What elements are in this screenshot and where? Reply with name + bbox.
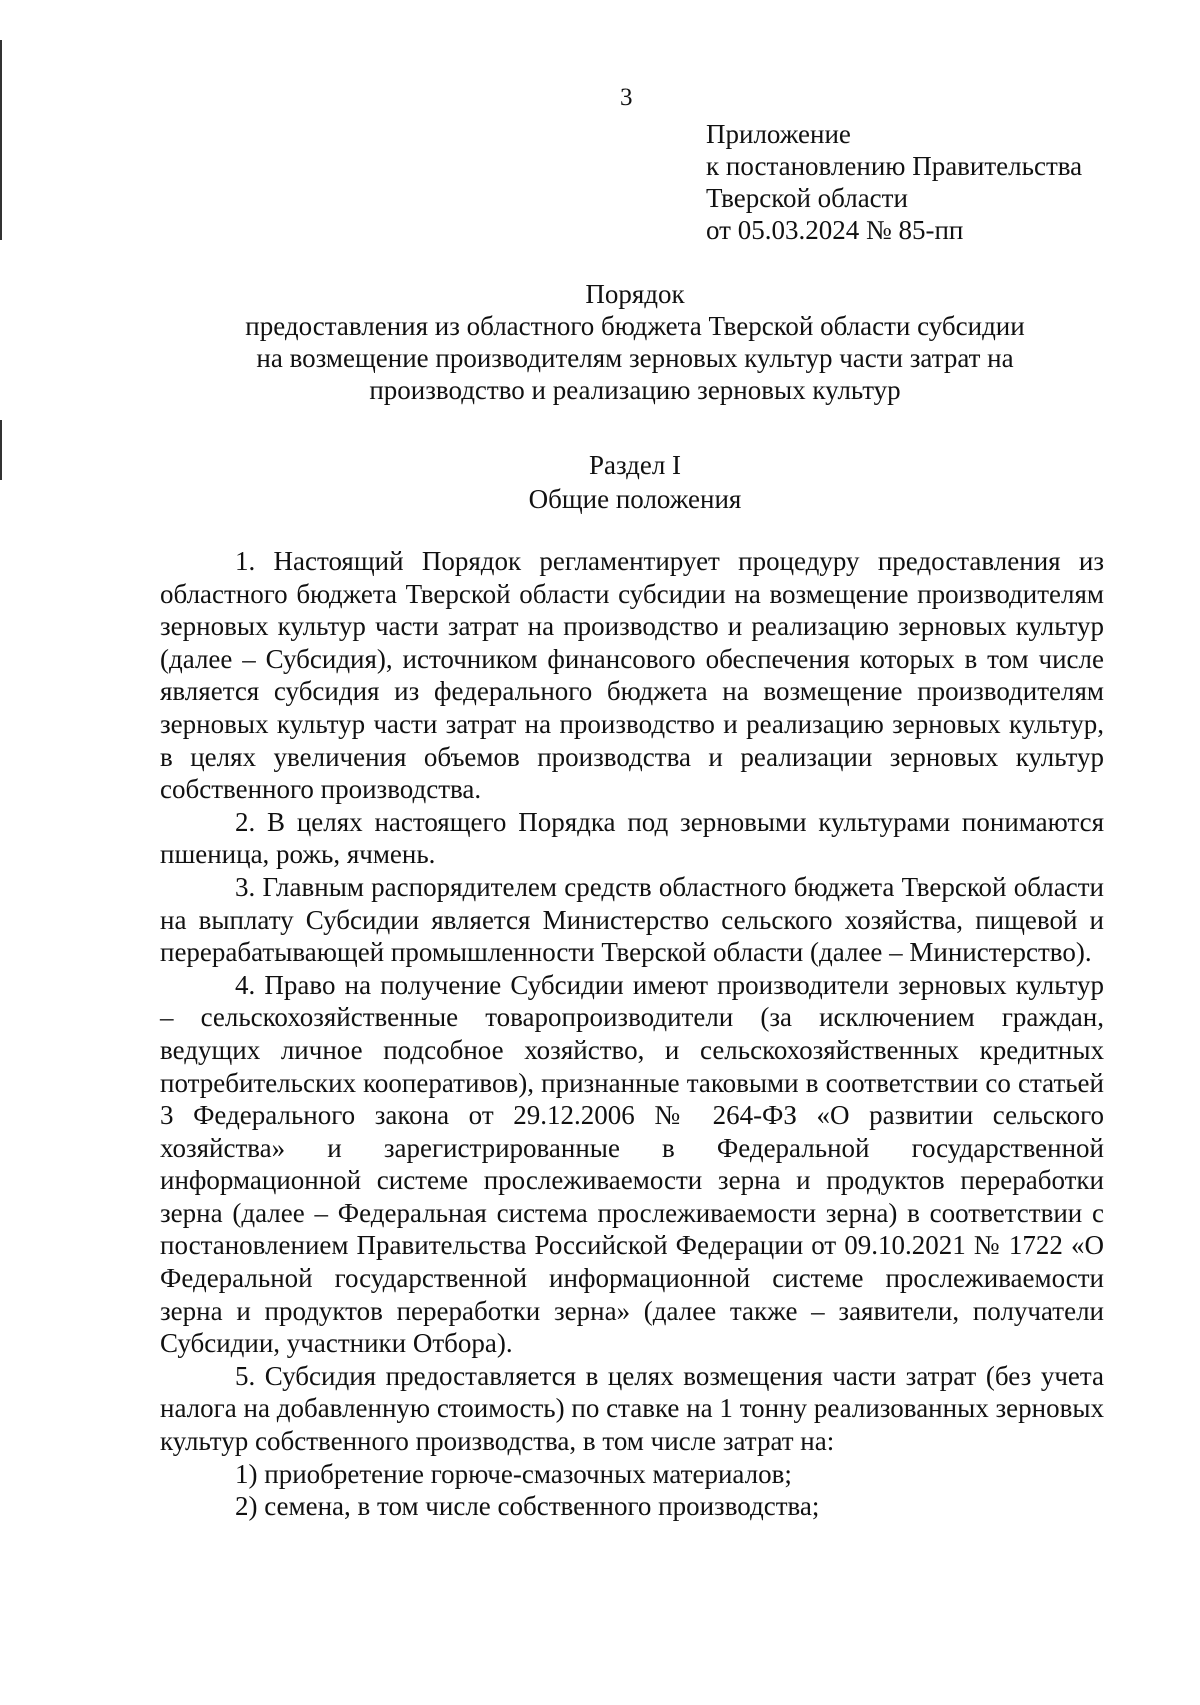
list-item: 2) семена, в том числе собственного производства; [235,1491,820,1522]
paragraph: 3. Главным распорядителем средств областного бюджета Тверской области на выплату Субсидии является Министерство сельского хозяйства, пищевой и перерабатывающей промышленности Тверской области (далее – Министерство). [160,871,1104,968]
appendix-line: к постановлению Правительства [706,151,1083,181]
document-body [160,545,1104,1523]
paragraph: 4. Право на получение Субсидии имеют производители зерновых культур – сельскохозяйственные товаропроизводители (за исключением граждан, ведущих личное подсобное хозяйство, и сельскохозяйственных кредитных потребительских кооперативов), признанные таковыми в соответствии со статьей 3 Федерального закона от 29.12.2006 № 264-ФЗ «О развитии сельского хозяйства» и зарегистрированные в Федеральной государственной информационной системе прослеживаемости зерна и продуктов переработки зерна (далее – Федеральная система прослеживаемости зерна) в соответствии с постановлением Правительства Российской Федерации от 09.10.2021 № 1722 «О Федеральной государственной информационной системе прослеживаемости зерна и продуктов переработки зерна» (далее также – заявители, получатели Субсидии, участники Отбора). [160,969,1104,1359]
appendix-line: Тверской области [706,183,908,213]
title-line: на возмещение производителям зерновых культур части затрат на [256,343,1014,373]
title-heading: Порядок [585,279,685,309]
title-line: предоставления из областного бюджета Тверской области субсидии [245,311,1025,341]
section-heading [160,448,1110,516]
scan-edge-mark [0,40,2,240]
appendix-line: Приложение [706,119,851,149]
title-line: производство и реализацию зерновых культур [369,375,901,405]
section-number: Раздел I [588,450,682,480]
appendix-block [706,118,1082,246]
paragraph: 1. Настоящий Порядок регламентирует процедуру предоставления из областного бюджета Тверской области субсидии на возмещение производителям зерновых культур части затрат на производство и реализацию зерновых культур (далее – Субсидия), источником финансового обеспечения которых в том числе является субсидия из федерального бюджета на возмещение производителям зерновых культур части затрат на производство и реализацию зерновых культур, в целях увеличения объемов производства и реализации зерновых культур собственного производства. [160,546,1104,805]
paragraph: 2. В целях настоящего Порядка под зерновыми культурами понимаются пшеница, рожь, ячмень. [160,806,1104,870]
appendix-line: от 05.03.2024 № 85-пп [706,215,964,245]
paragraph: 5. Субсидия предоставляется в целях возмещения части затрат (без учета налога на добавленную стоимость) по ставке на 1 тонну реализованных зерновых культур собственного производства, в том числе затрат на: [160,1360,1104,1457]
document-title [160,278,1110,406]
scan-edge-mark [0,420,2,480]
page-number: 3 [620,84,633,111]
section-name: Общие положения [528,484,742,514]
list-item: 1) приобретение горюче-смазочных материалов; [235,1458,792,1489]
